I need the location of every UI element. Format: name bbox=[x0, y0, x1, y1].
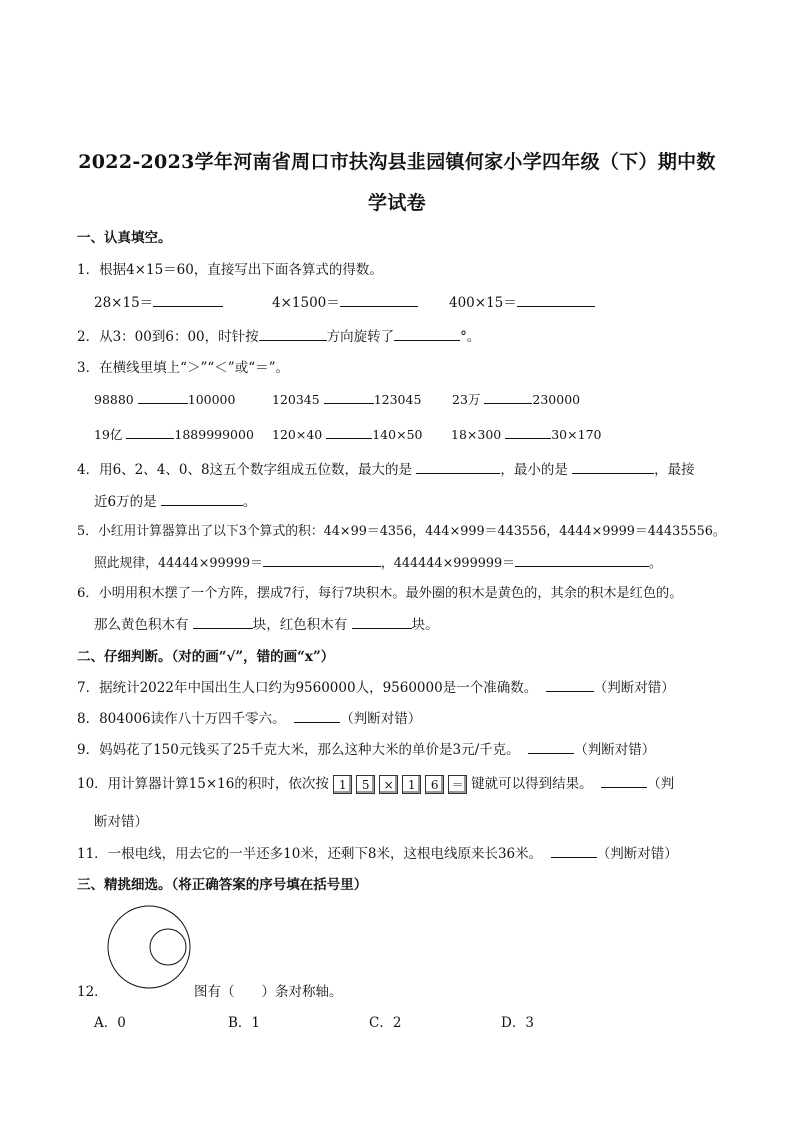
q5-text: ，444444×999999＝ bbox=[380, 556, 515, 571]
judge-hint: （判断对错） bbox=[596, 846, 678, 862]
question-4-cont bbox=[94, 490, 256, 510]
page-title-continued: 学试卷 bbox=[368, 192, 426, 214]
compare-left: 23万 bbox=[452, 392, 481, 407]
option-c[interactable]: C．2 bbox=[369, 1015, 402, 1031]
section-heading-choice: 三、精挑细选。（将正确答案的序号填在括号里） bbox=[77, 877, 368, 893]
judge-hint: （判断对错） bbox=[593, 680, 675, 696]
q5-text: 照此规律，44444×99999＝ bbox=[94, 556, 263, 571]
section-heading-judge: 二、仔细判断。（对的画“√”，错的画“x”） bbox=[77, 649, 335, 665]
judge-hint: （判断对错） bbox=[574, 742, 656, 758]
option-a[interactable]: A．0 bbox=[94, 1015, 126, 1031]
calculator-key: 5 bbox=[356, 775, 375, 794]
answer-blank[interactable] bbox=[294, 708, 340, 723]
q4-text: 。 bbox=[242, 494, 257, 510]
q10-text: 10．用计算器计算15×16的积时，依次按 bbox=[77, 776, 329, 792]
compare-right: 100000 bbox=[187, 392, 236, 407]
answer-blank[interactable] bbox=[394, 326, 460, 341]
q5-text: 。 bbox=[648, 556, 662, 571]
compare-left: 120×40 bbox=[272, 427, 323, 442]
question-12-text: 图有（ ）条对称轴。 bbox=[194, 984, 343, 1000]
q1-expr: 4×1500＝ bbox=[272, 295, 340, 311]
question-1-item bbox=[94, 291, 223, 311]
calculator-key: 1 bbox=[333, 775, 352, 794]
q4-text: 4．用6、2、4、0、8这五个数字组成五位数，最大的是 bbox=[77, 462, 413, 478]
page-title: 2022-2023学年河南省周口市扶沟县韭园镇何家小学四年级（下）期中数 bbox=[78, 151, 716, 173]
compare-item bbox=[451, 424, 601, 442]
question-4 bbox=[77, 458, 695, 478]
q4-text: 近6万的是 bbox=[94, 494, 157, 510]
q6-text: 那么黄色积木有 bbox=[94, 617, 189, 633]
calculator-keys bbox=[333, 775, 471, 794]
question-5-cont bbox=[94, 552, 662, 571]
answer-blank[interactable] bbox=[546, 677, 594, 692]
question-6: 6．小明用积木摆了一个方阵，摆成7行，每行7块积木。最外圈的积木是黄色的，其余的积木是红色的。 bbox=[77, 586, 683, 601]
q2-text: 方向旋转了 bbox=[326, 329, 395, 345]
compare-right: 30×170 bbox=[551, 427, 602, 442]
answer-blank[interactable] bbox=[324, 389, 374, 404]
option-d[interactable]: D．3 bbox=[501, 1015, 534, 1031]
answer-blank[interactable] bbox=[161, 491, 243, 506]
question-9 bbox=[77, 738, 655, 758]
question-8 bbox=[77, 707, 421, 727]
answer-blank[interactable] bbox=[572, 459, 654, 474]
question-6-cont bbox=[94, 613, 439, 633]
compare-item bbox=[272, 389, 421, 407]
q8-text: 8．804006读作八十万四千零六。 bbox=[77, 711, 286, 727]
question-10 bbox=[77, 772, 674, 794]
answer-blank[interactable] bbox=[193, 614, 253, 629]
q2-text: °。 bbox=[460, 329, 481, 345]
compare-item bbox=[94, 424, 254, 443]
question-10-cont: 断对错） bbox=[94, 814, 148, 830]
answer-blank[interactable] bbox=[352, 614, 412, 629]
q1-expr: 400×15＝ bbox=[449, 295, 517, 311]
answer-blank[interactable] bbox=[126, 424, 174, 439]
compare-right: 123045 bbox=[373, 392, 422, 407]
answer-blank[interactable] bbox=[505, 424, 551, 439]
judge-hint: （判 bbox=[647, 776, 675, 792]
compare-left: 19亿 bbox=[94, 427, 123, 442]
compare-right: 1889999000 bbox=[174, 427, 254, 442]
calculator-key: 1 bbox=[402, 775, 421, 794]
q4-text: ，最小的是 bbox=[500, 462, 568, 478]
answer-blank[interactable] bbox=[551, 843, 597, 858]
question-1-item bbox=[272, 291, 418, 311]
q11-text: 11．一根电线，用去它的一半还多10米，还剩下8米，这根电线原来长36米。 bbox=[77, 846, 543, 862]
answer-blank[interactable] bbox=[138, 389, 188, 404]
inner-circle bbox=[150, 929, 186, 965]
answer-blank[interactable] bbox=[326, 424, 372, 439]
answer-blank[interactable] bbox=[515, 552, 649, 567]
compare-item bbox=[272, 424, 422, 442]
outer-circle bbox=[108, 906, 190, 988]
answer-blank[interactable] bbox=[484, 389, 532, 404]
question-11 bbox=[77, 842, 678, 862]
compare-left: 18×300 bbox=[451, 427, 502, 442]
question-2 bbox=[77, 325, 480, 345]
answer-blank[interactable] bbox=[340, 292, 418, 307]
answer-blank[interactable] bbox=[263, 552, 381, 567]
q9-text: 9．妈妈花了150元钱买了25千克大米，那么这种大米的单价是3元/千克。 bbox=[77, 742, 520, 758]
question-12-number: 12． bbox=[77, 984, 108, 1000]
compare-left: 120345 bbox=[272, 392, 320, 407]
answer-blank[interactable] bbox=[601, 773, 647, 788]
answer-blank[interactable] bbox=[528, 739, 574, 754]
compare-right: 230000 bbox=[532, 392, 581, 407]
q7-text: 7．据统计2022年中国出生人口约为9560000人，9560000是一个准确数。 bbox=[77, 680, 538, 696]
q6-text: 块，红色积木有 bbox=[252, 617, 348, 633]
compare-item bbox=[452, 389, 580, 408]
question-3-stem: 3．在横线里填上“＞”“＜”或“＝”。 bbox=[77, 360, 289, 376]
calculator-key: × bbox=[379, 775, 398, 794]
compare-left: 98880 bbox=[94, 392, 134, 407]
answer-blank[interactable] bbox=[517, 292, 595, 307]
compare-right: 140×50 bbox=[372, 427, 423, 442]
answer-blank[interactable] bbox=[416, 459, 500, 474]
circles-figure bbox=[104, 902, 196, 994]
q4-text: ，最接 bbox=[654, 462, 695, 478]
question-1-item bbox=[449, 291, 595, 311]
answer-blank[interactable] bbox=[259, 326, 327, 341]
calculator-key: ＝ bbox=[448, 775, 467, 794]
answer-blank[interactable] bbox=[153, 292, 223, 307]
compare-item bbox=[94, 389, 235, 407]
calculator-key: 6 bbox=[425, 775, 444, 794]
question-5: 5．小红用计算器算出了以下3个算式的积：44×99＝4356，444×999＝443556，4444×9999＝44435556。 bbox=[77, 524, 726, 539]
option-b[interactable]: B．1 bbox=[228, 1015, 261, 1031]
q1-expr: 28×15＝ bbox=[94, 295, 154, 311]
section-heading-fill: 一、认真填空。 bbox=[77, 230, 172, 246]
q6-text: 块。 bbox=[411, 617, 439, 633]
question-7 bbox=[77, 676, 675, 696]
question-1-stem: 1．根据4×15＝60，直接写出下面各算式的得数。 bbox=[77, 262, 383, 278]
judge-hint: （判断对错） bbox=[340, 711, 422, 727]
q10-text: 键就可以得到结果。 bbox=[471, 776, 593, 792]
q2-text: 2．从3：00到6：00，时针按 bbox=[77, 329, 259, 345]
